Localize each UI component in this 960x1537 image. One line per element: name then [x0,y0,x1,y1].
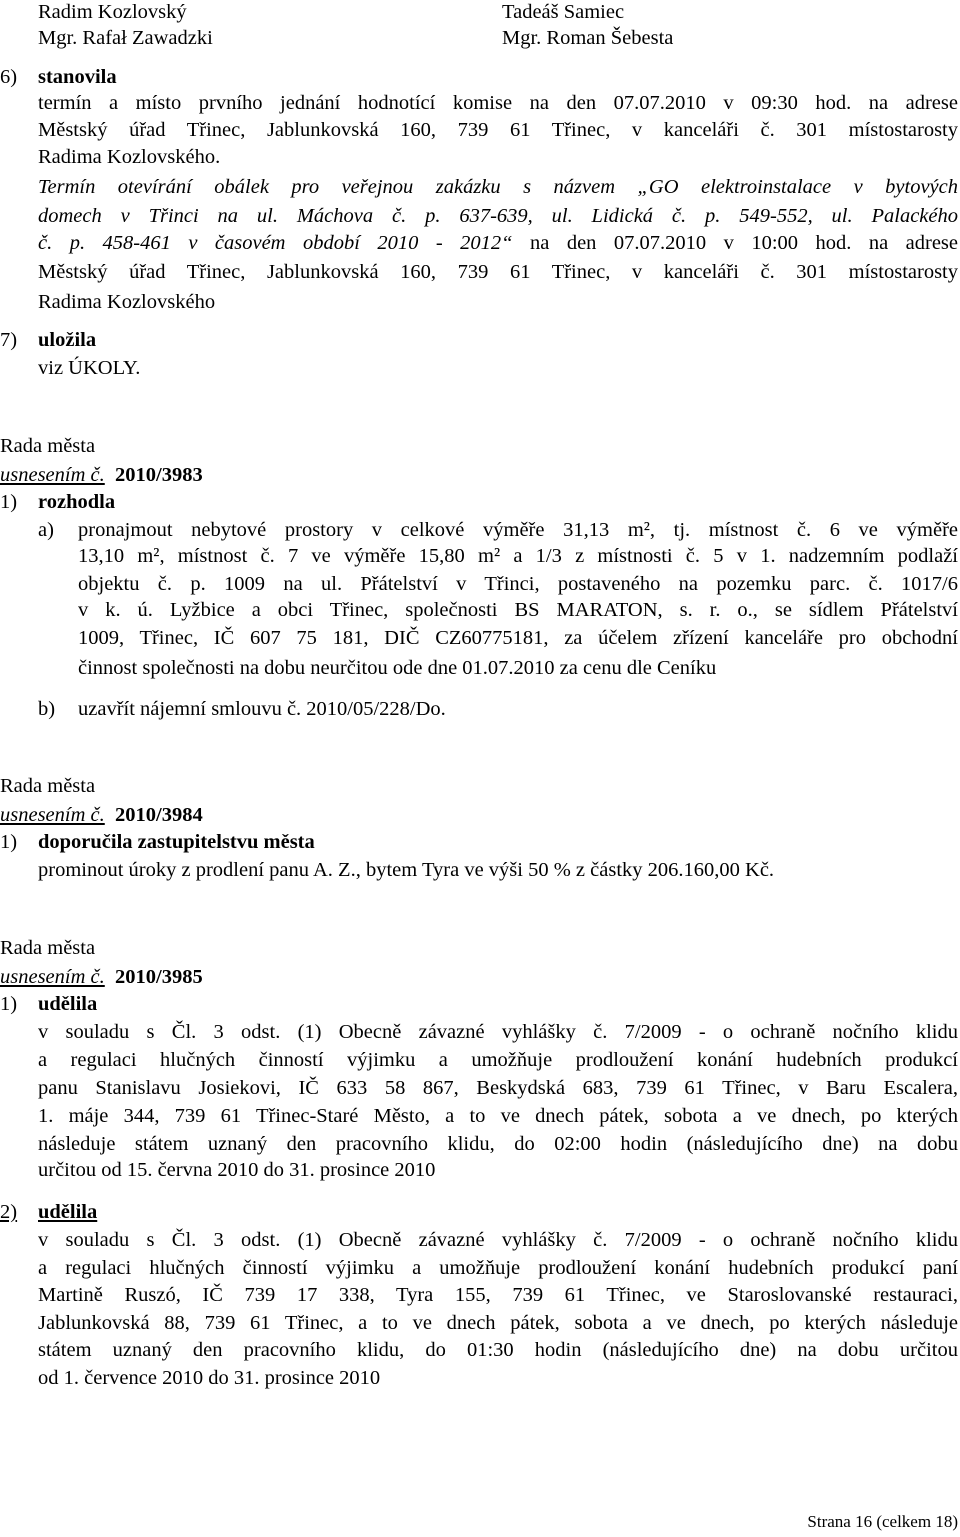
signature-name: Tadeáš Samiec [502,1,625,23]
council-heading: Rada města [0,937,96,959]
text-line: Městský úřad Třinec, Jablunkovská 160, 739 61 Třinec, v kanceláři č. 301 místostarosty [38,261,958,283]
item-number: 6) [0,66,18,88]
text-line: uzavřít nájemní smlouvu č. 2010/05/228/Do. [78,698,446,720]
text-line: viz ÚKOLY. [38,357,141,379]
text-line: od 1. července 2010 do 31. prosince 2010 [38,1367,381,1389]
signature-name: Mgr. Roman Šebesta [502,27,674,49]
item-number: 1) [0,831,18,853]
resolution-number: 2010/3985 [115,966,203,988]
text-line: objektu č. p. 1009 na ul. Přátelství v Třinci, postaveného na pozemku parc. č. 1017/6 [78,573,958,595]
text-line [38,231,958,255]
page-number: Strana 16 (celkem 18) [807,1512,958,1531]
text-line: 1. máje 344, 739 61 Třinec-Staré Město, a to ve dnech pátek, sobota a ve dnech, po kterých [38,1105,958,1127]
text-line: Radima Kozlovského. [38,146,221,168]
resolution-verb: stanovila [38,66,117,88]
resolution-number: 2010/3984 [115,804,203,826]
resolution-label: usnesením č. [0,966,105,988]
text-line: v souladu s Čl. 3 odst. (1) Obecně závazné vyhlášky č. 7/2009 - o ochraně nočního klidu [38,1021,958,1043]
italic-segment: č. p. 458-461 v časovém období 2010 - 2012“ [38,232,513,254]
text-line: Radima Kozlovského [38,291,216,313]
resolution-verb: rozhodla [38,491,116,513]
text-line: a regulaci hlučných činností výjimku a umožňuje prodloužení konání hudebních produkcí [38,1049,958,1071]
text-line: Jablunkovská 88, 739 61 Třinec, a to ve dnech pátek, sobota a ve dnech, po kterých následuje [38,1312,958,1334]
text-line: termín a místo prvního jednání hodnotící komise na den 07.07.2010 v 09:30 hod. na adrese [38,92,958,114]
list-marker: a) [38,519,54,541]
item-number: 1) [0,993,18,1015]
text-line: určitou od 15. června 2010 do 31. prosince 2010 [38,1159,436,1181]
resolution-verb: udělila [38,1201,98,1223]
resolution-number-line [0,803,203,827]
text-line: následuje státem uznaný den pracovního klidu, do 02:00 hodin (následujícího dne) na dobu [38,1133,958,1155]
list-marker: b) [38,698,56,720]
item-number: 2) [0,1201,18,1223]
text-line: v souladu s Čl. 3 odst. (1) Obecně závazné vyhlášky č. 7/2009 - o ochraně nočního klidu [38,1229,958,1251]
council-heading: Rada města [0,775,96,797]
resolution-label: usnesením č. [0,464,105,486]
item-number: 1) [0,491,18,513]
text-line: činnost společnosti na dobu neurčitou ode dne 01.07.2010 za cenu dle Ceníku [78,657,717,679]
council-heading: Rada města [0,435,96,457]
resolution-verb: udělila [38,993,98,1015]
resolution-verb: doporučila zastupitelstvu města [38,831,315,853]
text-line: Termín otevírání obálek pro veřejnou zakázku s názvem „GO elektroinstalace v bytových [38,176,958,198]
resolution-number-line [0,965,203,989]
resolution-verb: uložila [38,329,97,351]
text-line: v k. ú. Lyžbice a obci Třinec, společnosti BS MARATON, s. r. o., se sídlem Přátelství [78,599,958,621]
resolution-label: usnesením č. [0,804,105,826]
text-line: Martině Ruszó, IČ 739 17 338, Tyra 155, 739 61 Třinec, ve Staroslovanské restauraci, [38,1284,958,1306]
text-line: státem uznaný den pracovního klidu, do 01:30 hodin (následujícího dne) na dobu určitou [38,1339,958,1361]
resolution-number-line [0,463,203,487]
text-segment: na den 07.07.2010 v 10:00 hod. na adrese [512,232,958,254]
text-line: domech v Třinci na ul. Máchova č. p. 637-639, ul. Lidická č. p. 549-552, ul. Palackého [38,205,958,227]
text-line: 1009, Třinec, IČ 607 75 181, DIČ CZ60775181, za účelem zřízení kanceláře pro obchodní [78,627,958,649]
signature-name: Radim Kozlovský [38,1,187,23]
resolution-number: 2010/3983 [115,464,203,486]
text-line: panu Stanislavu Josiekovi, IČ 633 58 867, Beskydská 683, 739 61 Třinec, v Baru Escalera, [38,1077,958,1099]
text-line: 13,10 m², místnost č. 7 ve výměře 15,80 m² a 1/3 z místnosti č. 5 v 1. nadzemním podlaží [78,545,958,567]
text-line: prominout úroky z prodlení panu A. Z., bytem Tyra ve výši 50 % z částky 206.160,00 Kč. [38,859,775,881]
item-number: 7) [0,329,18,351]
text-line: a regulaci hlučných činností výjimku a umožňuje prodloužení konání hudebních produkcí paní [38,1257,958,1279]
signature-name: Mgr. Rafał Zawadzki [38,27,213,49]
text-line: pronajmout nebytové prostory v celkové výměře 31,13 m², tj. místnost č. 6 ve výměře [78,519,958,541]
text-line: Městský úřad Třinec, Jablunkovská 160, 739 61 Třinec, v kanceláři č. 301 místostarosty [38,119,958,141]
